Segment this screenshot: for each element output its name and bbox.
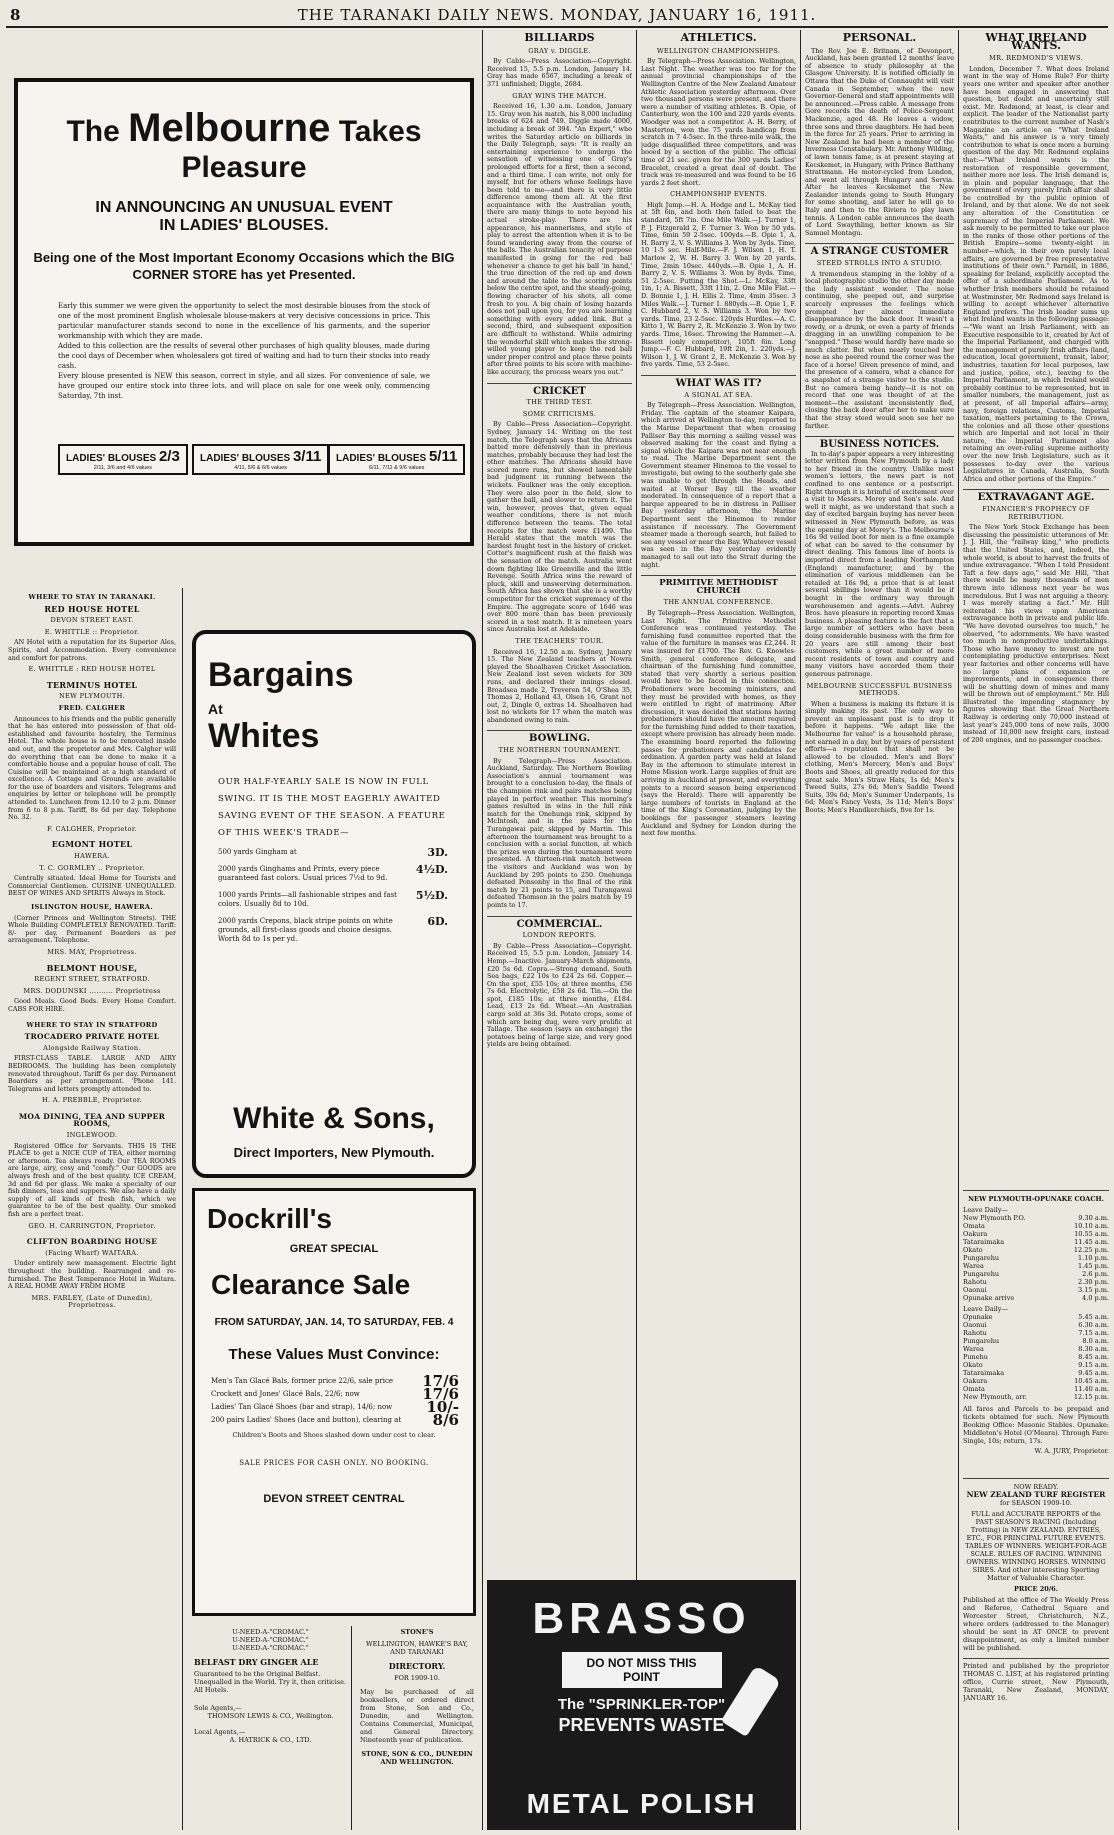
timetable-stop: Rahotu bbox=[963, 1278, 987, 1286]
item-price: 5½D. bbox=[415, 889, 448, 902]
clifton-name: CLIFTON BOARDING HOUSE bbox=[26, 1237, 158, 1247]
whites-name: Whites bbox=[208, 717, 320, 755]
timetable-row bbox=[963, 1393, 1109, 1401]
belmont-name: BELMONT HOUSE, bbox=[46, 962, 138, 973]
item-desc: Crockett and Jones' Glacé Bals, 22/6; now bbox=[211, 1390, 360, 1398]
timetable-row bbox=[963, 1254, 1109, 1262]
egmont-place: HAWERA. bbox=[74, 852, 110, 861]
lot-price: 2/3 bbox=[158, 448, 180, 465]
brasso-sprinkler: The "SPRINKLER-TOP" bbox=[557, 1696, 726, 1713]
timetable-row bbox=[963, 1329, 1109, 1337]
whites-item bbox=[218, 848, 448, 857]
personal-heading: PERSONAL. bbox=[842, 31, 917, 44]
item-desc: 200 pairs Ladies' Shoes (lace and button), clearing at bbox=[211, 1416, 402, 1424]
timetable-row bbox=[963, 1278, 1109, 1286]
item-price: 17/6 bbox=[422, 1372, 459, 1390]
timetable-stop: Tataraimaka bbox=[963, 1238, 1005, 1246]
timetable-stop: Punehu bbox=[963, 1353, 988, 1361]
lot-price: 5/11 bbox=[428, 448, 458, 465]
whites-bargains: Bargains bbox=[208, 656, 354, 694]
coach-out-list bbox=[963, 1214, 1109, 1302]
timetable-time: 1.10 p.m. bbox=[1078, 1254, 1109, 1262]
belmont-text: Good Meals. Good Beds. Every Home Comfort. CABS FOR HIRE. bbox=[8, 997, 176, 1013]
column-rule bbox=[636, 30, 637, 1830]
terminus-text: Announces to his friends and the public generally that he has entered into possession of that old-established and favourite hostelry, the Terminus Hotel. The whole house is to be renovated inside and out, and the proprietor and Mrs. Calgher will do everything that can be done to make it a comfortable house and a popular house of call. The Cuisine will be maintained at a high standard of excellence. A Cottage and Grounds are available for the use of boarders and visitors. Telegrams and enquiries by letter or telephone will be promptly attended to. Luncheon from 12.10 to 2 p.m. Dinner from 6 to 8 p.m. Tariff, 8s 6d per day. Telephone No. 32. bbox=[8, 714, 176, 822]
timetable-time: 6.30 a.m. bbox=[1078, 1321, 1109, 1329]
commercial-text: By Cable—Press Association—Copyright. Received 15, 5.5 p.m. London, January 14. Hemp.—Inactive. January-March shipments, £20 5s 6d. Copra.—Strong demand. South Sea bags, £22 10s to £24 2s 6d. Copper.—On the spot, £55 10s; at three months, £56 7s 6d. Electrolytic, £58 2s 6d. Tin.—On the spot, £185 10s; at three months, £184. Lead, £13 2s 6d. Wheat.—An Australian cargo sold at 36s 3d. Potato crops, some of which are being dug, were very prolific at Tallage. The season (says an exchange) the potatoes being of large size, and very good yields are being obtained. bbox=[487, 941, 632, 1049]
melbourne-headline bbox=[18, 106, 470, 185]
timetable-row bbox=[963, 1337, 1109, 1345]
coach-sign: W. A. JURY, Proprietor. bbox=[1034, 1447, 1109, 1455]
blouse-lot-3 bbox=[328, 444, 465, 475]
timetable-time: 3.15 p.m. bbox=[1078, 1286, 1109, 1294]
timetable-time: 10.45 a.m. bbox=[1074, 1377, 1109, 1385]
item-desc: Ladies' Tan Glacé Shoes (bar and strap), 14/6; now bbox=[211, 1403, 393, 1411]
masthead-rule bbox=[6, 26, 1108, 28]
cricket-heading: CRICKET bbox=[487, 383, 632, 396]
billiards-heading: BILLIARDS bbox=[524, 31, 595, 44]
timetable-time: 12.15 p.m. bbox=[1073, 1393, 1109, 1401]
ireland-sub: MR. REDMOND'S VIEWS. bbox=[989, 54, 1083, 63]
timetable-stop: Rahotu bbox=[963, 1329, 987, 1337]
coach-back-list bbox=[963, 1313, 1109, 1401]
timetable-time: 11.40 a.m. bbox=[1074, 1385, 1109, 1393]
athletics-sub: CHAMPIONSHIP EVENTS. bbox=[670, 190, 767, 199]
dockrill-items bbox=[211, 1372, 459, 1429]
timetable-stop: Okato bbox=[963, 1361, 983, 1369]
islington-name: ISLINGTON HOUSE, HAWERA. bbox=[31, 903, 153, 911]
brasso-do-not-miss: DO NOT MISS THIS POINT bbox=[562, 1652, 722, 1688]
timetable-stop: Omata bbox=[963, 1385, 985, 1393]
timetable-row bbox=[963, 1262, 1109, 1270]
melbourne-para: Early this summer we were given the opportunity to select the most desirable blouses from the stock of one of the most prominent English wholesale blouse-makers at very decisive concessions in price. This particular manufacturer stands second to none in the excellence of his garments, and the superior workmanship with which they are made. bbox=[58, 302, 430, 340]
timetable-time: 7.15 a.m. bbox=[1078, 1329, 1109, 1337]
timetable-stop: Pungarehu bbox=[963, 1254, 1000, 1262]
timetable-row bbox=[963, 1345, 1109, 1353]
lot-note: 2/11, 3/6 and 4/6 values bbox=[93, 465, 153, 471]
timetable-time: 8.0 a.m. bbox=[1082, 1337, 1109, 1345]
timetable-time: 8.45 a.m. bbox=[1078, 1353, 1109, 1361]
islington-text: (Corner Princes and Wellington Streets). THE Whole Building COMPLETELY RENOVATED. Tariff: 8/- per day. Permanent Boarders as per arrangement. Telephone. bbox=[8, 913, 176, 945]
timetable-stop: Warea bbox=[963, 1262, 984, 1270]
headline-the: The bbox=[66, 115, 120, 148]
moa-text: Registered Office for Servants. THIS IS THE PLACE to get a NICE CUP of TEA, either morning or afternoon. Tea always ready. Our TEA ROOMS are large, airy, cosy and "comfy." Our GOODS are always fresh and of the best quality. ICE CREAM, 3d and 6d per glass. We make a specialty of our fish dinners, teas and suppers. We also have a daily supply of all kinds of fresh fish, which we guarantee to be of the best quality. Our smoked fish are a perfect treat. bbox=[8, 1141, 176, 1218]
brasso-name: BRASSO bbox=[532, 1594, 751, 1643]
stones-text: May be purchased of all booksellers, or ordered direct from Stone, Son and Co., Dunedin, and Wellington. Contains Commercial, Municipal, and General Directory. Nineteenth year of publication. bbox=[360, 1688, 474, 1744]
extravagant-age-text: The New York Stock Exchange has been discussing the pessimistic utterances of Mr. J. J. Hill, the "railway king," who predicts that the United States, and, indeed, the whole world, is about to harvest the fruits of undue extravagance. "When I told President Taft a few days ago," said Mr. Hill, "that there would be many thousands of men thrown into idleness next year he was incredulous. But I was not arguing a theory. I was merely stating a fact." Mr. Hill reiterated his views upon American extravagance both in private and public life. "We have devoted ourselves too much," he observed, "to adornments. We have wasted too much in nonproductive undertakings. Those who have money to invest are not contemplating productive enterprises. Next year factories and other concerns will have no large plans of expansion or improvements, and in consequence there will be shutting down of mines and many will be thrown out of employment." Mr. Hill illustrated the impending stagnancy by figures showing that the Great Northern Railway is ordering only 70,000 instead of last year's 245,000 tons of new rails, 3000 instead of 10,000 new freight cars, instead of 200 engines, and no passenger coaches. bbox=[963, 523, 1109, 744]
stratford-heading: WHERE TO STAY IN STRATFORD bbox=[26, 1020, 158, 1029]
dockrill-item bbox=[211, 1398, 459, 1416]
column-rule bbox=[958, 30, 959, 1830]
whites-item bbox=[218, 865, 448, 883]
item-desc: 1000 yards Prints—all fashionable stripes and fast colors. Usually 8d to 10d. bbox=[218, 891, 397, 908]
red-house-prop: E. WHITTLE :: Proprietor. bbox=[44, 627, 140, 636]
printer-imprint: Printed and published by the proprietor THOMAS C. LIST, at his registered printing office, Currie street, New Plymouth, Taranaki, New Zealand, MONDAY, JANUARY 16. bbox=[963, 1658, 1109, 1702]
primitive-methodist-text: By Telegraph—Press Association. Wellington, Last Night. The Primitive Methodist Conference was continued yesterday. The furnishing fund committee reported that the value of the furniture in manses was £2,244. It was insured for £1700. The Rev. G. Knowles-Smith, general conference delegate, and chairman of the furnishing fund committee, stated that very shortly a serious position would have to be faced in this connection. Probationers were becoming ministers, and they must be provided with homes, as they were entitled to right of matrimony. After discussion, it was decided that stations having probationers should have the amount required for the furnishing fund added to their taxation, except where provision has already been made. The examining board reported the following passes for probationers and candidates for ordination. A garden party was held at Island Bay in the afternoon to stimulate interest in Home Mission work. Large supplies of fruit are arriving in Auckland at present, and everything points to a record season being experienced (says the Herald). There will apparently be large numbers of tourists in England at the time of the King's Coronation, judging by the bookings for passenger steamers leaving Auckland and Sydney for London during the next few months. bbox=[641, 608, 796, 838]
item-price: 8/6 bbox=[432, 1411, 459, 1429]
cricket-text-2: Received 16, 12.50 a.m. Sydney, January 15. The New Zealand teachers at Nowra played the Shoalhaven Cricket Association. New Zealand lost seven wickets for 309 runs, and declared their innings closed. Broadsea made 2, Treveren 54, O'Shea 35, Thomas 2, Holland 43, Olsen 16, Grant not out, 2, Dingle 0, extras 14. Shoalhaven had lost no wickets for 17 when the match was abandoned owing to rain. bbox=[487, 647, 632, 724]
dockrill-dates: FROM SATURDAY, JAN. 14, TO SATURDAY, FEB. 4 bbox=[214, 1317, 454, 1328]
timetable-stop: Opunake bbox=[963, 1313, 993, 1321]
timetable-time: 4.0 p.m. bbox=[1082, 1294, 1109, 1302]
stones-sub: WELLINGTON, HAWKE'S BAY, AND TARANAKI bbox=[366, 1640, 468, 1656]
column-rule bbox=[800, 30, 801, 1830]
red-house-name: RED HOUSE HOTEL bbox=[44, 603, 140, 614]
ireland-heading: WHAT IRELAND WANTS. bbox=[985, 31, 1087, 52]
what-was-it-text: By Telegraph—Press Association. Wellington, Friday. The captain of the steamer Kaipara, which arrived at Wellington to-day, reported to the Marine Department that when crossing Palliser Bay this morning a sailing vessel was observed making for the coast and flying a signal which the Kaipara was not near enough to read. The Marine Department sent the Government steamer Hinemoa to the vessel to investigate, but owing to the southerly gale she was unable to get through the Heads, and waited at Worser Bay till the weather moderated. In consequence of a report that a barque appeared to be in distress in Palliser Bay yesterday afternoon, the Marine Department sent the Hinemoa to render assistance if necessary. The Government steamer made a thorough search, but failed to see any vessel or near the Bay. Whatever vessel was seen in the Bay yesterday evidently managed to sail out into the Strait during the night. bbox=[641, 401, 796, 569]
extravagant-age-heading: EXTRAVAGANT AGE. bbox=[963, 489, 1109, 502]
what-was-it-heading: WHAT WAS IT? bbox=[641, 375, 796, 388]
masthead bbox=[0, 0, 1114, 26]
timetable-stop: Pungarehu bbox=[963, 1270, 1000, 1278]
athletics-column bbox=[641, 30, 796, 1575]
timetable-time: 12.25 p.m. bbox=[1073, 1246, 1109, 1254]
whites-items bbox=[218, 848, 448, 944]
clifton-place: (Facing Wharf) WAITARA. bbox=[45, 1248, 139, 1257]
sport-column bbox=[487, 30, 632, 1575]
timetable-row bbox=[963, 1321, 1109, 1329]
stones-dir: DIRECTORY. bbox=[388, 1661, 446, 1671]
turf-for: for SEASON 1909-10. bbox=[1000, 1499, 1072, 1507]
athletics-title: WELLINGTON CHAMPIONSHIPS. bbox=[656, 46, 781, 55]
item-price: 17/6 bbox=[422, 1385, 459, 1403]
timetable-time: 9.45 a.m. bbox=[1078, 1369, 1109, 1377]
egmont-name: EGMONT HOTEL bbox=[51, 839, 133, 850]
lot-note: 6/11, 7/11 & 9/6 values bbox=[368, 465, 425, 471]
trocadero-place: Alongside Railway Station. bbox=[43, 1043, 141, 1052]
personal-text: The Rev. Joe E. Britnam, of Devonport, Auckland, has been granted 12 months' leave of absence to study philosophy at the Glasgow University. It is notified officially in Ottawa that the Duke of Connaught will visit Canada in September, when the new Governor-General and staff appointments will be announced.—Press cable. A message from Gore records the death of Police-Sergeant Mackenzie, aged 48. He leaves a widow, three sons and three daughters. He had been in the force for 25 years. Prior to arriving in New Zealand he had been a member of the Inverness Constabulary. Mr. Anthony Wilding, of lawn tennis fame, is at present staying at Kecskemet, in Hungary, with Prince Batthany Strattmann. He motor-cycled from London, and went all through Hungary and Servia. After he leaves Kecskemet the New Zealander intends going to South Hungary for some shooting, and later he will go to Italy and then to the Riviera to play lawn tennis. A London cable announces the death of Lord Swaythling, better known as Sir Samuel Montagu. bbox=[805, 46, 954, 237]
stones-directory-advert bbox=[356, 1626, 478, 1830]
timetable-row bbox=[963, 1222, 1109, 1230]
whites-tagline: Direct Importers, New Plymouth. bbox=[233, 1145, 435, 1160]
item-price: 3D. bbox=[427, 846, 448, 859]
extravagant-age-sub: FINANCIER'S PROPHECY OF RETRIBUTION. bbox=[982, 505, 1090, 521]
hotels-column bbox=[8, 590, 176, 1830]
whites-item bbox=[218, 917, 448, 944]
timetable-row bbox=[963, 1294, 1109, 1302]
ireland-text: London, December 7. What does Ireland want in the way of Home Rule? For thirty years one writer and speaker after another have been engaged in answering that question, but doubt and uncertainty still exist. Mr. Redmond, at least, is clear and explicit. The leader of the Nationalist party contributes to the current number of Nash's Magazine an article on "What Ireland Wants," and his answer is a very timely contribution to what is once more a burning question of the day. Mr. Redmond explains that:—"What Ireland wants is the restoration of responsible government, neither more nor less. The Irish demand is, in plain and popular language, that the government of every purely Irish affair shall be controlled by the public opinion of Ireland, and by that alone. We do not seek any alteration of the Constitution or supremacy of the Imperial Parliament. We ask merely to be permitted to take our place in the ranks of those other portions of the British Empire—some twenty-eight in number—which, in their own purely local affairs, are governed by free representative institutions of their own." Parnell, in 1886, speaking for Ireland, explicitly accepted the offer of a subordinate Parliament. As to whether Irish members should be retained at Westminster, Mr. Redmond says Ireland is willing to accept whichever alternative England prefers. The Irish leader sums up what Ireland wants in the following passage:—"We want an Irish Parliament, with an Executive responsible to it, created by Act of the Imperial Parliament, and charged with the management of purely Irish affairs (land, education, local government, transit, labor, industries, taxation for local purposes, law and justice, police, etc.), leaving to the Imperial Parliament, in which Ireland would probably continue to be represented, but in smaller numbers, the management, just as at present, of all Imperial affairs—army, navy, foreign relations, Customs, Imperial taxation, matters pertaining to the Crown, the colonies and all those other questions which are Imperial and not local in their nature, the Imperial Parliament also retaining an over-ruling supreme authority over the new Irish Legislature, such as it possesses to-day over the various Legislatures in Canada, Australia, South Africa and other portions of the Empire." bbox=[963, 64, 1109, 483]
cricket-sub-1: SOME CRITICISMS. bbox=[522, 409, 597, 418]
successful-methods-text: When a business is making its fixture it is simply making its past. The only way to prevent an unpleasant past is to drop it before it happens. "We adapt like the Melbourne for value" is a household phrase, not earned in a day, but by years of persistent efforts—a reputation that shall not be allowed to be clouded. Men's and Boys' clothing, Men's Mercery, Men's and Boys' Boots and Shoes, all greatly reduced for this great sale. Men's Straw Hats, 1s 6d; Men's Tweed Suits, 27s 6d; Men's Saddle Tweed Suits, 39s 6d; Men's Summer Underpants, 1s 6d; Men's Fancy Vests, 3s 11d; Men's Boys' Boots; Men's Handkerchiefs, five for 1s. bbox=[805, 699, 954, 814]
strange-customer-heading: A STRANGE CUSTOMER bbox=[805, 243, 954, 256]
turf-ready: NOW READY. bbox=[1013, 1483, 1059, 1491]
primitive-methodist-sub: THE ANNUAL CONFERENCE. bbox=[663, 598, 774, 607]
billiards-title-1: GRAY v. DIGGLE. bbox=[528, 46, 591, 55]
timetable-time: 11.45 a.m. bbox=[1074, 1238, 1109, 1246]
uneeda-line: U-NEED-A-"CROMAC." bbox=[232, 1636, 309, 1644]
primitive-methodist-heading: PRIMITIVE METHODIST CHURCH bbox=[641, 575, 796, 595]
timetable-row bbox=[963, 1385, 1109, 1393]
dockrill-values: These Values Must Convince: bbox=[228, 1346, 440, 1363]
ginger-ale-advert bbox=[190, 1626, 352, 1830]
red-house-text: AN Hotel with a reputation for its Superior Ales, Spirits, and Accommodation. Every convenience and comfort for patrons. bbox=[8, 638, 176, 662]
turf-publication: Published at the office of The Weekly Press and Referee, Cathedral Square and Worcester Street, Christchurch, N.Z., where orders (addressed to the Manager) should be sent in AT ONCE to prevent disappointment, as only a limited number will be published. bbox=[963, 1596, 1109, 1652]
dockrill-item bbox=[211, 1385, 459, 1403]
item-price: 10/- bbox=[426, 1398, 459, 1416]
trocadero-prop: H. A. PREBBLE, Proprietor. bbox=[41, 1096, 143, 1105]
lot-label: LADIES' BLOUSES bbox=[200, 453, 291, 464]
dockrill-advert bbox=[192, 1188, 476, 1616]
ginger-ale-text: Guaranteed to be the Original Belfast. Unequalled in the World. Try it, then criticise. All Hotels. bbox=[194, 1670, 347, 1694]
whites-firm: White & Sons, bbox=[233, 1102, 435, 1135]
item-desc: Men's Tan Glacé Bals, former price 22/6, sale price bbox=[211, 1377, 394, 1385]
athletics-text: By Telegraph—Press Association. Wellington, Last Night. The weather was too far for the annual provincial championships of the Wellington Centre of the New Zealand Amateur Athletic Association yesterday afternoon. Over two thousand persons were present, and there were a number of visiting athletes. B. Opie, of Canterbury, won the 100 and 220 yards events. Woodger was not a competitor. A. H. Berry, of Masterton, won the 75 yards handicap from scratch in 7 4-5sec. In the three-mile walk, the judge disqualified three competitors, and was booed by a section of the public. The official time of 21 sec. given for the 300 yards Ladies' Bracelet, created a great deal of doubt. The track was re-measured and was found to be 16 yards 2 feet short. bbox=[641, 57, 796, 187]
timetable-stop: Pungarehu bbox=[963, 1337, 1000, 1345]
red-house-address: DEVON STREET EAST. bbox=[50, 616, 134, 625]
timetable-stop: New Plymouth P.O. bbox=[963, 1214, 1026, 1222]
stones-year: FOR 1909-10. bbox=[394, 1674, 440, 1682]
commercial-heading: COMMERCIAL. bbox=[487, 916, 632, 929]
successful-methods-sub: MELBOURNE SUCCESSFUL BUSINESS METHODS. bbox=[806, 681, 953, 698]
timetable-stop: New Plymouth, arr. bbox=[963, 1393, 1027, 1401]
dockrill-note: Children's Boots and Shoes slashed down under cost to clear. bbox=[232, 1431, 436, 1439]
brasso-prevents-waste: PREVENTS WASTE bbox=[558, 1715, 725, 1735]
timetable-stop: Tataraimaka bbox=[963, 1369, 1005, 1377]
melbourne-sub-3: Being one of the Most Important Economy Occasions which the BIG CORNER STORE has yet Presented. bbox=[33, 250, 455, 282]
egmont-text: Centrally situated. Ideal Home for Tourists and Commercial Gentlemen. CUISINE UNEQUALLED. BEST OF WINES AND SPIRITS Always in Stock. bbox=[8, 874, 176, 898]
cricket-text-1: By Cable—Press Association—Copyright. Sydney, January 14. Writing on the test match, the Telegraph says that the Africans batted more defensively than in previous matches, probably because they had lost the other matches. The Africans should have scored more runs, but showed lamentably bad judgment in running between the wickets. Faulkner was the only exception. They were also poor in the field, slow to gather the ball, and slower to return it. The win, however, proves that, given equal weather conditions, there is not much difference between the teams. The total receipts for the match were £1499. The Herald states that the match was the hardest fought test in the history of cricket. Cotter's magnificent rush at the finish was the sensation of the match. Australia went down fighting like Greenville and the little Revenge. South Africa wins the reward of pluck, skill and unswerving determination. South Africa has shown that she is a worthy competitor for the cricket supremacy of the Empire. The aggregate score of 1646 was over 800 more than has been previously scored in a test match. It is nineteen years since Australia lost at Adelaide. bbox=[487, 420, 632, 634]
uneeda-line: U-NEED-A-"CROMAC." bbox=[232, 1644, 309, 1652]
item-desc: 2000 yards Ginghams and Prints, every piece guaranteed fast colors. Usual prices 7½d to 9d. bbox=[218, 865, 388, 882]
turf-text: FULL and ACCURATE REPORTS of the PAST SEASON'S RACING (Including Trotting) in NEW ZEALAND. ENTRIES, ETC., FOR PRINCIPAL FUTURE EVENTS. TABLES OF WINNERS. WEIGHT-FOR-AGE SCALE. RULES OF RACING. WINNING OWNERS. WINNING HORSES. WINNING SIRES. And other interesting Sporting Matter of Valuable Character. bbox=[965, 1510, 1107, 1582]
timetable-row bbox=[963, 1369, 1109, 1377]
moa-prop: GEO. H. CARRINGTON, Proprietor. bbox=[28, 1221, 156, 1230]
ginger-ale-local: Local Agents,— bbox=[194, 1728, 246, 1736]
athletics-events: High Jump.—H. A. Hodge and L. McKay tied at 5ft 6in, and both then failed to beat the standard, 5ft 7in. One Mile Walk.—J. Turner 1, P. J. Fitzgerald 2, F. Turner 3. Won by 50 yds. Time, 6min 59 2-5sec. 100yds.—B. Opie 1, A. H. Barry 2, V. S. Williams 3. Won by 3yds. Time, 10 1-5 sec. Half-Mile.—F. J. Wilson 1, H. T. Marlow 2, W. H. Barry 3. Won by 20 yards. Time, 2min 10sec. 440yds.—B. Opie 1, A. H. Barry 2, V. S. Williams 3. Won by 8yds. Time, 51 2-5sec. Putting the Shot.—L. McKay, 33ft 1in, 1; A. Bissett, 33ft 11in, 2. One Mile Flat.—D. Bonnie 1, J. H. Ellis 2. Time, 4min 35sec. 3 Miles Walk.—J. Turner 1. 880yds.—B. Opie 1, F. C. Hubbard 2, V. S. Williams 3. Won by two yards. Time, 23 2-5sec. 120yds Hurdles.—A. C. Kitto 1, W. Barry 2, R. McKenzie 3. Won by two yards. Time, 16sec. Throwing the Hammer.—A. Bissett (only competitor), 105ft 6in. Long Jump.—F. C. Hubbard, 19ft 2in, 1. 220yds.—J. Wilson 1, J. W. Grant 2, E. McKenzie 3. Won by five yards. Time, 53 2-5sec. bbox=[641, 200, 796, 369]
bowling-title: THE NORTHERN TOURNAMENT. bbox=[498, 746, 621, 755]
lot-label: LADIES' BLOUSES bbox=[66, 453, 157, 464]
melbourne-sub-1: IN ANNOUNCING AN UNUSUAL EVENT bbox=[95, 199, 393, 216]
timetable-row bbox=[963, 1286, 1109, 1294]
red-house-foot: E. WHITTLE : RED HOUSE HOTEL bbox=[28, 665, 156, 674]
turf-price: PRICE 20/6. bbox=[1014, 1585, 1058, 1593]
coach-leave-1: Leave Daily— bbox=[963, 1206, 1009, 1214]
bowling-heading: BOWLING. bbox=[487, 730, 632, 743]
business-notices-heading: BUSINESS NOTICES. bbox=[805, 436, 954, 449]
commercial-title: LONDON REPORTS. bbox=[522, 931, 597, 940]
clifton-text: Under entirely new management. Electric light throughout the building. Rearranged and re-furnished. The Best Temperance Hotel in Waitara. A REAL HOME AWAY FROM HOME bbox=[8, 1259, 176, 1291]
column-rule bbox=[182, 588, 183, 1830]
whites-at: At bbox=[208, 701, 223, 717]
item-desc: 2000 yards Crepons, black stripe points on white grounds, all first-class goods and choice designs. Worth 8d to 1s per yd. bbox=[218, 917, 393, 943]
coach-heading: NEW PLYMOUTH-OPUNAKE COACH. bbox=[968, 1195, 1104, 1203]
page-number: 8 bbox=[10, 6, 21, 24]
business-notices-text: In to-day's paper appears a very interesting letter written from New Plymouth by a lady to her friend in the country. Unlike most women's letters, the news part is not confined to one sentence or a postscript. Right through it is brimful of excitement over a visit to Messrs. Morey and Son's sale. And well it might, as we understand that such a day of excited bargain buying has never been witnessed in New Plymouth before, as was the opening day at Morey's. The Melbourne's 16s 9d veiled boot for men is a fine example of what can be saved to the consumer by direct dealing. This famous line of boots is imported direct from a leading Northampton (England) manufacturer, and by the elimination of various middlemen can be retailed at 16s 9d, a price that is at least several shillings lower than it would be if bought in the ordinary way through warehousemen and agents.—Advt. Aubrey Bros. have pleasure in reporting record Xmas business. A pleasing feature is the fact that a large number of settlers who have been doing considerable business with the firm for 20 years are still among their best customers, while a great number of more recent residents of town and country and many visitors have accorded them their generous patronage. bbox=[805, 449, 954, 678]
item-desc: 500 yards Gingham at bbox=[218, 848, 297, 856]
trocadero-text: FIRST-CLASS TABLE. LARGE AND AIRY BEDROOMS. The building has been completely renovated throughout. Tariff 6s per day. Permanent Boarders as per arrangement. 'Phone 141. Telegrams and letters promptly attended to. bbox=[8, 1054, 176, 1093]
blouse-lot-2 bbox=[192, 444, 329, 475]
lot-label: LADIES' BLOUSES bbox=[336, 453, 427, 464]
timetable-time: 2.6 p.m. bbox=[1082, 1270, 1109, 1278]
column-rule bbox=[482, 30, 483, 1830]
stones-head: STONE'S bbox=[400, 1628, 434, 1636]
lot-note: 4/11, 5/6 & 6/6 values bbox=[234, 465, 288, 471]
melbourne-advert bbox=[14, 78, 474, 546]
ginger-ale-agents: Sole Agents,— bbox=[194, 1704, 242, 1712]
timetable-time: 10.55 a.m. bbox=[1074, 1230, 1109, 1238]
dockrill-cash: SALE PRICES FOR CASH ONLY. NO BOOKING. bbox=[239, 1459, 429, 1467]
whites-intro: OUR HALF-YEARLY SALE IS NOW IN FULL SWING. IT IS THE MOST EAGERLY AWAITED SAVING EVENT OF THE SEASON. A FEATURE OF THIS WEEK'S TRADE— bbox=[218, 777, 446, 838]
timetable-time: 5.45 a.m. bbox=[1078, 1313, 1109, 1321]
timetable-stop: Okato bbox=[963, 1246, 983, 1254]
timetable-row bbox=[963, 1246, 1109, 1254]
moa-place: INGLEWOOD. bbox=[66, 1131, 118, 1140]
headline-melbourne: Melbourne bbox=[128, 106, 331, 150]
whites-item bbox=[218, 891, 448, 909]
dockrill-item bbox=[211, 1411, 459, 1429]
trocadero-name: TROCADERO PRIVATE HOTEL bbox=[24, 1032, 160, 1042]
turf-register-advert bbox=[963, 1478, 1109, 1830]
what-was-it-sub: A SIGNAL AT SEA. bbox=[684, 390, 753, 399]
brasso-metal-polish: METAL POLISH bbox=[526, 1788, 757, 1819]
ginger-ale-local-firm: A. HATRICK & CO., LTD. bbox=[229, 1736, 312, 1744]
egmont-prop: T. C. GORMLEY .. Proprietor. bbox=[39, 863, 145, 872]
whites-advert bbox=[192, 630, 476, 1178]
coach-timetable bbox=[963, 1190, 1109, 1472]
terminus-sign: F. CALGHER, Proprietor. bbox=[47, 824, 137, 833]
billiards-text-1: By Cable—Press Association—Copyright. Received 15, 5.5 p.m. London, January 14. Gray has made 6567, including a break of 371 unfinished; Diggle, 2684. bbox=[487, 57, 632, 88]
timetable-stop: Oakura bbox=[963, 1377, 988, 1385]
coach-leave-2: Leave Daily— bbox=[963, 1305, 1009, 1313]
timetable-row bbox=[963, 1230, 1109, 1238]
timetable-row bbox=[963, 1270, 1109, 1278]
turf-head: NEW ZEALAND TURF REGISTER bbox=[966, 1490, 1106, 1499]
timetable-stop: Omata bbox=[963, 1222, 985, 1230]
bowling-text: By Telegraph—Press Association. Auckland, Saturday. The Northern Bowling Association's annual tournament was brought to a conclusion to-day, the finals of the champion rink and pairs matches being played in perfect weather. This morning's games resulted in wins in the full rink match for the Onehunga rink, skipped by McIntosh, and in the pairs for the Turangawai pair, skipped by Martin. This afternoon the tournament was brought to a conclusion with a social function, at which the prizes won during the tournament were presented. A thirteen-rink match between the visitors and Auckland was won by Auckland by 295 points to 250. Onehunga defeated Ponsonby in the final of the rink match by 21 points to 15, and Turangawai defeated Thomson in the pairs match by 19 points to 17. bbox=[487, 756, 632, 909]
terminus-name: TERMINUS HOTEL bbox=[46, 679, 138, 690]
uneeda-line: U-NEED-A-"CROMAC." bbox=[232, 1628, 309, 1636]
timetable-row bbox=[963, 1313, 1109, 1321]
billiards-text-2: Received 16, 1.30 a.m. London, January 15. Gray won his match, his 8,000 including breaks of 624 and 749. Diggle made 4000, including a break of 394. "An Expert," who writes the Saturday article on billiards in the Daily Telegraph, says: "It is really an entertaining experience to undergo the sensation of witnessing one of Gray's prolonged efforts for a first, then a second, and a third time. I can write, not only for myself, but for others whose feelings have been told to me—and there is very little difference among them all. At the first acquaintance with the Australian youth, there are many things to note beyond his actual stroke-play. There are his appearance, his mannerisms, and style of play to arrest the attention when it is to be found wandering away from the course of the balls. The Australian tenacity of purpose manifested in going for the red ball whenever a chance to get his ball 'in hand,' the true direction of the red up and down and around the table to the scoring points below the centre spot, and the steady-going, flowing character of his shots, all come fresh to you. A big chain of losing hazards does not pall upon you, for you are learning something with every added link. But a second, third, and subsequent exposition are difficult to withstand. While admiring the wonderful skill which makes the strong-willed young player to keep the red ball under proper control and place three points after three points to his score with machine-like accuracy, the process wears you out." bbox=[487, 102, 632, 376]
strange-customer-sub: STEED STROLLS INTO A STUDIO. bbox=[816, 259, 943, 268]
ireland-column bbox=[963, 30, 1109, 1180]
melbourne-para: Added to this collection are the results of several other purchases of high quality blouses, made during the cool days of December when wholesalers got tired of waiting and had to turn their stocks into ready cash. bbox=[58, 342, 430, 370]
timetable-time: 1.45 p.m. bbox=[1078, 1262, 1109, 1270]
timetable-time: 9.15 a.m. bbox=[1078, 1361, 1109, 1369]
stones-firm: STONE, SON & CO., DUNEDIN AND WELLINGTON. bbox=[361, 1750, 473, 1766]
belmont-prop: MRS. DODUNSKI .......... Proprietress bbox=[23, 986, 161, 995]
coach-note: All fares and Parcels to be prepaid and tickets obtained for such. New Plymouth Booking Office: Masonic Stables. Opunake: Middleton's Hotel (O'Meara). Through Fare: Single, 10s; return, 17s. bbox=[963, 1405, 1109, 1445]
headline-takes-pleasure: Takes Pleasure bbox=[181, 115, 422, 184]
clifton-prop: MRS. FARLEY, (Late of Dunedin), Proprietress. bbox=[31, 1293, 153, 1310]
terminus-owner: FRED. CALGHER bbox=[58, 703, 126, 712]
personal-column bbox=[805, 30, 954, 1830]
moa-name: MOA DINING, TEA AND SUPPER ROOMS, bbox=[18, 1111, 166, 1129]
dockrill-foot: DEVON STREET CENTRAL bbox=[263, 1493, 405, 1505]
timetable-stop: Oaonui bbox=[963, 1321, 987, 1329]
timetable-time: 2.30 p.m. bbox=[1078, 1278, 1109, 1286]
cricket-title-1: THE THIRD TEST. bbox=[526, 398, 593, 407]
ginger-ale-firm: THOMSON LEWIS & CO., Wellington. bbox=[207, 1712, 334, 1720]
dockrill-name: Dockrill's bbox=[207, 1203, 332, 1234]
dockrill-great-special: GREAT SPECIAL bbox=[289, 1243, 379, 1255]
melbourne-sub-2: IN LADIES' BLOUSES. bbox=[159, 217, 329, 234]
timetable-time: 8.30 a.m. bbox=[1078, 1345, 1109, 1353]
brasso-advert bbox=[487, 1580, 796, 1830]
timetable-row bbox=[963, 1377, 1109, 1385]
timetable-time: 9.30 a.m. bbox=[1078, 1214, 1109, 1222]
melbourne-body bbox=[58, 301, 430, 401]
item-price: 4½D. bbox=[415, 863, 448, 876]
islington-prop: MRS. MAY, Proprietress. bbox=[47, 947, 137, 956]
dockrill-clearance-sale: Clearance Sale bbox=[211, 1269, 411, 1300]
timetable-row bbox=[963, 1214, 1109, 1222]
melbourne-para: Every blouse presented is NEW this season, correct in style, and all sizes. For convenience of sale, we have grouped our entire stock into three lots, and will place on sale for one week only, commencing Saturday, 7th inst. bbox=[58, 372, 430, 400]
billiards-title-2: GRAY WINS THE MATCH. bbox=[512, 91, 607, 100]
lot-price: 3/11 bbox=[292, 448, 322, 465]
blouse-lot-1 bbox=[58, 444, 188, 475]
timetable-row bbox=[963, 1361, 1109, 1369]
strange-customer-text: A tremendous stamping in the lobby of a local photographic studio the other day made the lady assistant wonder. The noise continuing, she peeped out, and surprise scarcely expresses the feelings which prompted her almost immediate disappearance by the back door. It wasn't a rowdy, or a drunk, or even a party of friends dragging in an unwilling companion to be "snapped." These would hardly have made so much clatter. But when nearly touched her nose as she peered round the corner was the face of a horse! Given presence of mind, and the presence of a camera, what a chance for a snapshot of a strange visitor to the studio. But no camera being handy—it is not on record that one was thought of at the moment—the assistant inconsistently fled, closing the back door after her to make sure that the stray steed would soon see her no farther. bbox=[805, 269, 954, 430]
hotels-heading: WHERE TO STAY IN TARANAKI. bbox=[28, 593, 156, 601]
timetable-stop: Oaonui bbox=[963, 1286, 987, 1294]
timetable-stop: Warea bbox=[963, 1345, 984, 1353]
timetable-row bbox=[963, 1238, 1109, 1246]
athletics-heading: ATHLETICS. bbox=[680, 31, 757, 44]
newspaper-title: THE TARANAKI DAILY NEWS. MONDAY, JANUARY 16, 1911. bbox=[297, 6, 817, 24]
belmont-place: REGENT STREET, STRATFORD. bbox=[34, 975, 150, 984]
timetable-stop: Oakura bbox=[963, 1230, 988, 1238]
timetable-row bbox=[963, 1353, 1109, 1361]
ginger-ale-head: BELFAST DRY GINGER ALE bbox=[194, 1657, 319, 1667]
terminus-place: NEW PLYMOUTH. bbox=[58, 692, 126, 701]
timetable-time: 10.10 a.m. bbox=[1074, 1222, 1109, 1230]
timetable-stop: Opunake arrive bbox=[963, 1294, 1015, 1302]
item-price: 6D. bbox=[427, 915, 448, 928]
cricket-title-2: THE TEACHERS' TOUR. bbox=[515, 636, 604, 645]
